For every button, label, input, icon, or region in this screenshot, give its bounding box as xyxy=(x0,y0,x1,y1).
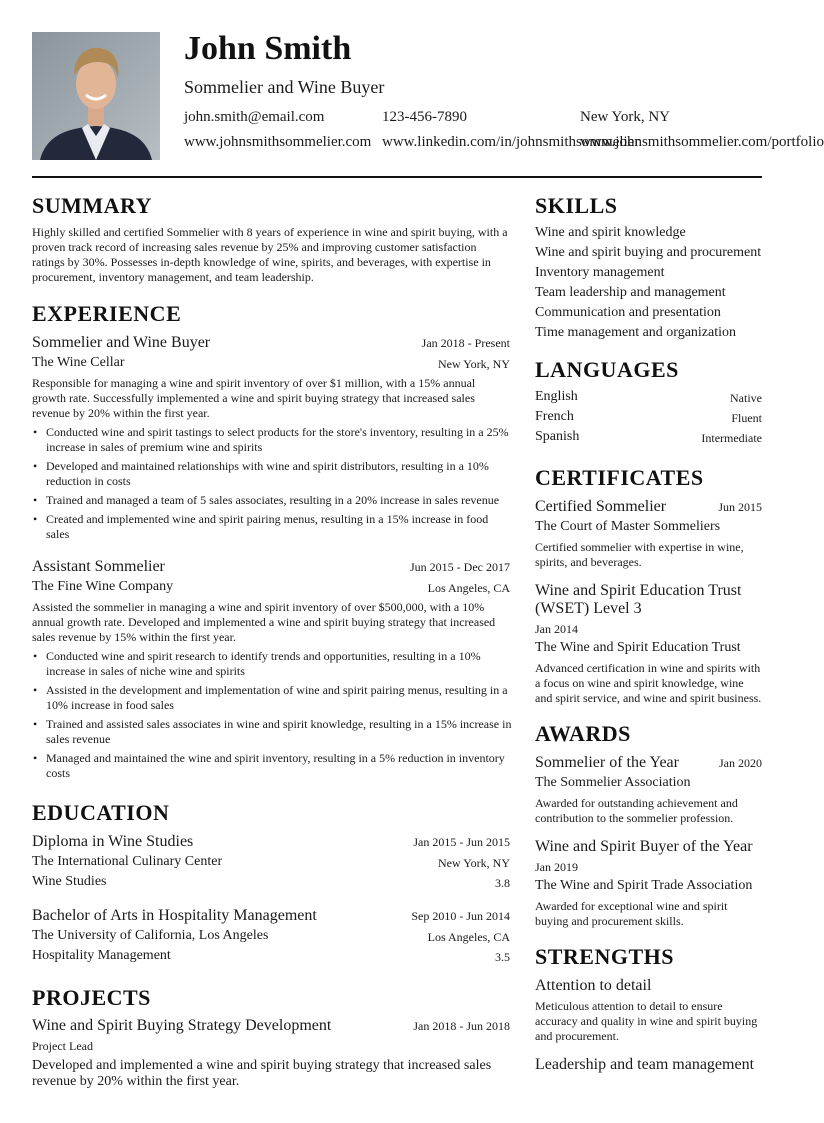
certificate-issuer: The Court of Master Sommeliers xyxy=(535,519,721,534)
education-location: Los Angeles, CA xyxy=(427,930,510,944)
education-gpa: 3.5 xyxy=(495,950,510,964)
phone-text: 123-456-7890 xyxy=(382,109,467,125)
job-bullet: • Trained and managed a team of 5 sales associates, resulting in a 20% increase in sales revenue xyxy=(46,493,512,508)
profile-photo-image xyxy=(32,32,160,160)
skill-item: Wine and spirit knowledge xyxy=(535,225,686,240)
language-name: English xyxy=(535,389,578,404)
job-company: The Fine Wine Company xyxy=(32,579,174,594)
job-location: New York, NY xyxy=(437,357,510,371)
candidate-name: John Smith xyxy=(184,30,352,67)
strength-description: Meticulous attention to detail to ensure accuracy and quality in wine and spirit buying and procurement. xyxy=(535,999,758,1043)
education-school: The International Culinary Center xyxy=(32,854,223,869)
skill-item: Team leadership and management xyxy=(535,285,726,300)
certificate-description: Advanced certification in wine and spirits with a focus on wine and spirit knowledge, wine and spirit service, and wine and spirit business. xyxy=(535,661,762,705)
job-bullet: • Developed and maintained relationships with wine and spirit distributors, resulting in a 10% reduction in costs xyxy=(46,459,512,489)
experience-heading: EXPERIENCE xyxy=(32,301,182,326)
award-description: Awarded for exceptional wine and spirit buying and procurement skills. xyxy=(535,899,728,928)
strength-name: Leadership and team management xyxy=(535,1056,755,1073)
job-title: Sommelier and Wine Buyer xyxy=(32,334,211,351)
projects-heading: PROJECTS xyxy=(32,985,151,1010)
education-degree: Bachelor of Arts in Hospitality Management xyxy=(32,907,317,924)
language-level: Native xyxy=(730,391,762,405)
strengths-heading: STRENGTHS xyxy=(535,944,674,969)
summary-heading: SUMMARY xyxy=(32,193,153,218)
language-level: Fluent xyxy=(731,411,762,425)
job-company: The Wine Cellar xyxy=(32,355,125,370)
education-dates: Sep 2010 - Jun 2014 xyxy=(411,909,510,923)
certificate-description: Certified sommelier with expertise in wine, spirits, and beverages. xyxy=(535,540,744,569)
certificate-name: Certified Sommelier xyxy=(535,498,667,515)
skills-heading: SKILLS xyxy=(535,193,618,218)
job-bullet: • Conducted wine and spirit tastings to select products for the store's inventory, resulting in a 25% increase in sales of premium wine and spirits xyxy=(46,425,512,455)
header-divider xyxy=(32,176,762,178)
candidate-title: Sommelier and Wine Buyer xyxy=(184,77,385,97)
job-bullet: • Created and implemented wine and spirit pairing menus, resulting in a 15% increase in food sales xyxy=(46,512,512,542)
location-text: New York, NY xyxy=(580,109,671,125)
skill-item: Wine and spirit buying and procurement xyxy=(535,245,762,260)
job-bullet: • Managed and maintained the wine and spirit inventory, resulting in a 5% reduction in inventory costs xyxy=(46,751,512,781)
summary-text: Highly skilled and certified Sommelier with 8 years of experience in wine and spirit buying, with a proven track record of increasing sales revenue by 25% and improving customer satisfaction ratings by 30%. Possesses in-depth knowledge of wine, spirits, and beverages, with expertise in procurement, inventory management, and team leadership. xyxy=(32,225,508,284)
award-name: Wine and Spirit Buyer of the Year xyxy=(535,838,753,855)
email-link[interactable]: john.smith@email.com xyxy=(184,109,325,125)
strength-name: Attention to detail xyxy=(535,977,652,994)
language-level: Intermediate xyxy=(701,431,762,445)
job-dates: Jan 2018 - Present xyxy=(421,336,510,350)
education-location: New York, NY xyxy=(437,856,510,870)
skill-item: Inventory management xyxy=(535,265,665,280)
language-name: French xyxy=(535,409,574,424)
award-issuer: The Sommelier Association xyxy=(535,775,691,790)
languages-heading: LANGUAGES xyxy=(535,357,679,382)
linkedin-link[interactable]: www.linkedin.com/in/johnsmithsommelier xyxy=(382,134,640,150)
education-school: The University of California, Los Angeles xyxy=(32,928,269,943)
job-bullet: • Trained and assisted sales associates in wine and spirit knowledge, resulting in a 15% increase in sales revenue xyxy=(46,717,512,747)
job-description: Responsible for managing a wine and spirit inventory of over $1 million, with a 15% annual growth rate. Successfully implemented a wine and spirit buying strategy that increased sales revenue by 20% within the first year. xyxy=(32,376,476,420)
award-date: Jan 2020 xyxy=(719,756,762,770)
education-heading: EDUCATION xyxy=(32,800,170,825)
project-name: Wine and Spirit Buying Strategy Development xyxy=(32,1017,332,1034)
job-description: Assisted the sommelier in managing a wine and spirit inventory of over $500,000, with a 10% annual growth rate. Developed and implemented a wine and spirit buying strategy that increased sales revenue by 15% within the first year. xyxy=(32,600,496,644)
job-bullet: • Assisted in the development and implementation of wine and spirit pairing menus, resulting in a 10% increase in food sales xyxy=(46,683,512,713)
project-dates: Jan 2018 - Jun 2018 xyxy=(413,1019,510,1033)
certificate-date: Jan 2014 xyxy=(535,622,578,636)
certificate-date: Jun 2015 xyxy=(718,500,762,514)
award-date: Jan 2019 xyxy=(535,860,578,874)
award-description: Awarded for outstanding achievement and contribution to the sommelier profession. xyxy=(535,796,738,825)
education-field: Wine Studies xyxy=(32,874,107,889)
certificates-heading: CERTIFICATES xyxy=(535,465,704,490)
profile-photo xyxy=(32,32,160,160)
award-issuer: The Wine and Spirit Trade Association xyxy=(535,878,753,893)
portfolio-link[interactable]: www.johnsmithsommelier.com/portfolio xyxy=(580,134,824,150)
skill-item: Time management and organization xyxy=(535,325,737,340)
job-dates: Jun 2015 - Dec 2017 xyxy=(410,560,510,574)
project-description: Developed and implemented a wine and spirit buying strategy that increased sales revenue by 20% within the first year. xyxy=(32,1058,492,1089)
job-title: Assistant Sommelier xyxy=(32,558,165,575)
award-name: Sommelier of the Year xyxy=(535,754,679,771)
education-gpa: 3.8 xyxy=(495,876,510,890)
job-bullet: • Conducted wine and spirit research to identify trends and opportunities, resulting in a 10% increase in sales of niche wine and spirits xyxy=(46,649,512,679)
education-field: Hospitality Management xyxy=(32,948,171,963)
awards-heading: AWARDS xyxy=(535,721,631,746)
language-name: Spanish xyxy=(535,429,580,444)
education-degree: Diploma in Wine Studies xyxy=(32,833,194,850)
certificate-name: Wine and Spirit Education Trust (WSET) Level 3 xyxy=(535,582,742,617)
certificate-issuer: The Wine and Spirit Education Trust xyxy=(535,640,741,655)
website-link[interactable]: www.johnsmithsommelier.com xyxy=(184,134,372,150)
education-dates: Jan 2015 - Jun 2015 xyxy=(413,835,510,849)
skill-item: Communication and presentation xyxy=(535,305,721,320)
project-role: Project Lead xyxy=(32,1039,93,1053)
job-location: Los Angeles, CA xyxy=(427,581,510,595)
